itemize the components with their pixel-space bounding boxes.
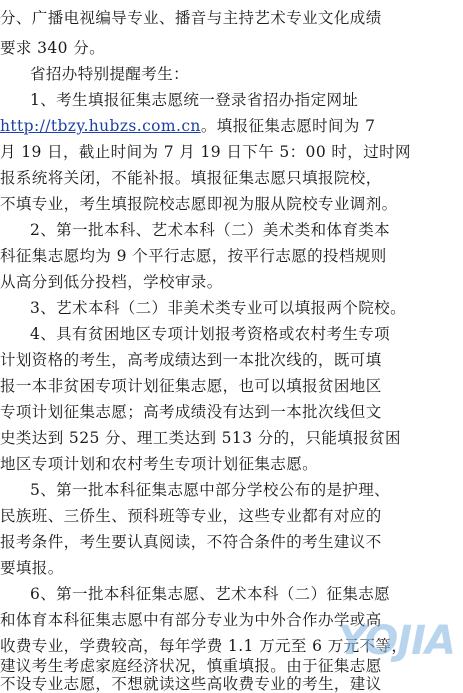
text-line: 报考条件，考生要认真阅读，不符合条件的考生建议不	[0, 533, 382, 551]
section-heading: 省招办特别提醒考生：	[30, 65, 190, 83]
text-line: 分、广播电视编导专业、播音与主持艺术专业文化成绩	[0, 9, 382, 27]
text-line: 专项计划征集志愿；高考成绩没有达到一本批次线但文	[0, 403, 382, 421]
text-line: 要填报。	[0, 559, 64, 577]
text-line: 1、考生填报征集志愿统一登录省招办指定网址	[30, 91, 359, 109]
text-line: 3、艺术本科（二）非美术类专业可以填报两个院校。	[30, 299, 406, 317]
text-line: 不填专业，考生填报院校志愿即视为服从院校专业调剂。	[0, 195, 398, 213]
text-line: 收费专业，学费较高，每年学费 1.1 万元至 6 万元不等，	[0, 637, 408, 655]
text-line: 计划资格的考生，高考成绩达到一本批次线的，既可填	[0, 351, 382, 369]
text-line: 民族班、三侨生、预科班等专业，这些专业都有对应的	[0, 507, 382, 525]
text-segment: 。填报征集志愿时间为 7	[200, 117, 376, 135]
text-line: 史类达到 525 分、理工类达到 513 分的，只能填报贫困	[0, 429, 401, 447]
text-line: 和体育本科征集志愿中有部分专业为中外合作办学或高	[0, 611, 382, 629]
text-line: 报一本非贫困专项计划征集志愿，也可以填报贫困地区	[0, 377, 382, 395]
text-line: 月 19 日，截止时间为 7 月 19 日下午 5：00 时，过时网	[0, 143, 411, 161]
text-line: 从高分到低分投档，学校审录。	[0, 273, 223, 291]
text-line: 建议考生考虑家庭经济状况，慎重填报。由于征集志愿	[0, 657, 382, 675]
text-line: 地区专项计划和农村考生专项计划征集志愿。	[0, 455, 319, 473]
text-line: 不设专业志愿，不想就读这些高收费专业的考生，建议	[0, 675, 382, 693]
text-line: 2、第一批本科、艺术本科（二）美术类和体育类本	[30, 221, 391, 239]
text-line: 6、第一批本科征集志愿、艺术本科（二）征集志愿	[30, 585, 391, 603]
text-line: 4、具有贫困地区专项计划报考资格或农村考生专项	[30, 325, 391, 343]
text-line: 5、第一批本科征集志愿中部分学校公布的是护理、	[30, 481, 391, 499]
text-line: 科征集志愿均为 9 个平行志愿，按平行志愿的投档规则	[0, 247, 387, 265]
watermark-logo: YOJIA	[337, 618, 455, 664]
url-link[interactable]: http://tbzy.hubzs.com.cn	[0, 117, 201, 135]
text-line: 要求 340 分。	[0, 39, 106, 57]
text-line: 报系统将关闭，不能补报。填报征集志愿只填报院校，	[0, 169, 382, 187]
